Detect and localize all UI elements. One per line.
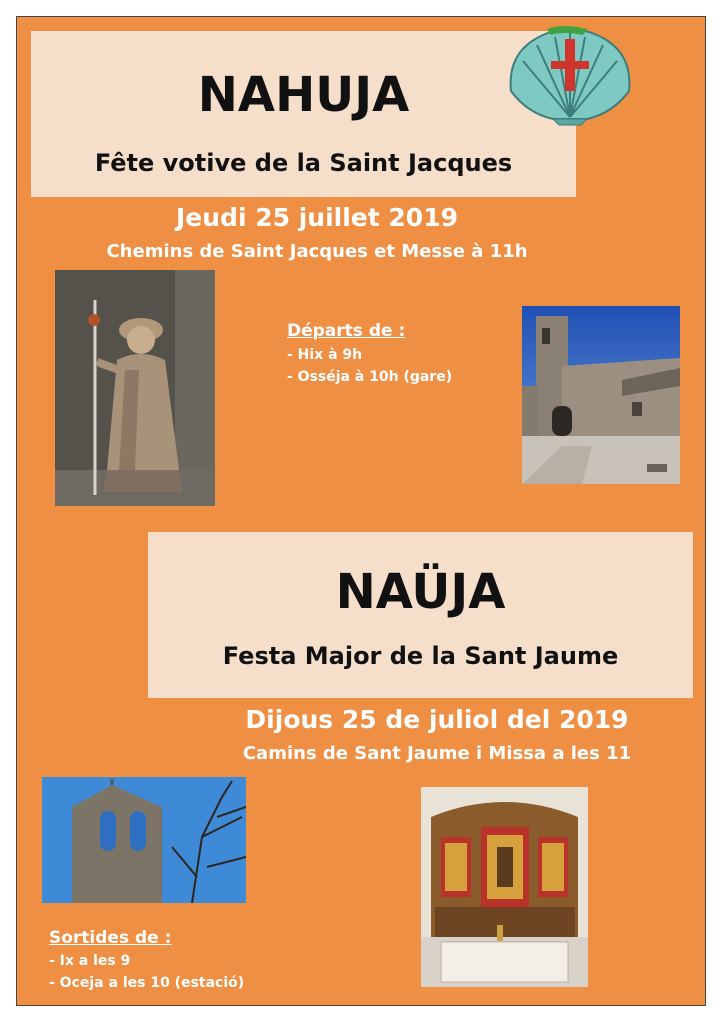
poster <box>16 16 706 1006</box>
header-panel-fr <box>31 31 576 197</box>
departure-fr-1: - Hix à 9h <box>287 347 363 363</box>
church-photo <box>522 306 680 484</box>
bell-tower-photo <box>42 777 246 903</box>
detail-ca: Camins de Sant Jaume i Missa a les 11 <box>242 743 632 764</box>
title-fr: NAHUJA <box>197 67 410 123</box>
date-fr: Jeudi 25 juillet 2019 <box>176 203 458 232</box>
header-panel-ca <box>148 532 693 698</box>
subtitle-fr: Fête votive de la Saint Jacques <box>94 149 513 177</box>
departures-heading-ca: Sortides de : <box>49 928 172 948</box>
detail-fr: Chemins de Saint Jacques et Messe à 11h <box>106 241 528 262</box>
subtitle-ca: Festa Major de la Sant Jaume <box>222 642 619 670</box>
departures-heading-fr: Départs de : <box>287 321 406 341</box>
scallop-shell-icon <box>503 21 637 127</box>
altarpiece-photo <box>421 787 588 987</box>
departure-ca-2: - Oceja a les 10 (estació) <box>49 975 245 991</box>
saint-statue-photo <box>55 270 215 506</box>
date-ca: Dijous 25 de juliol del 2019 <box>245 705 629 734</box>
title-ca: NAÜJA <box>335 564 506 620</box>
departure-fr-2: - Osséja à 10h (gare) <box>287 369 453 385</box>
departure-ca-1: - Ix a les 9 <box>49 953 131 969</box>
